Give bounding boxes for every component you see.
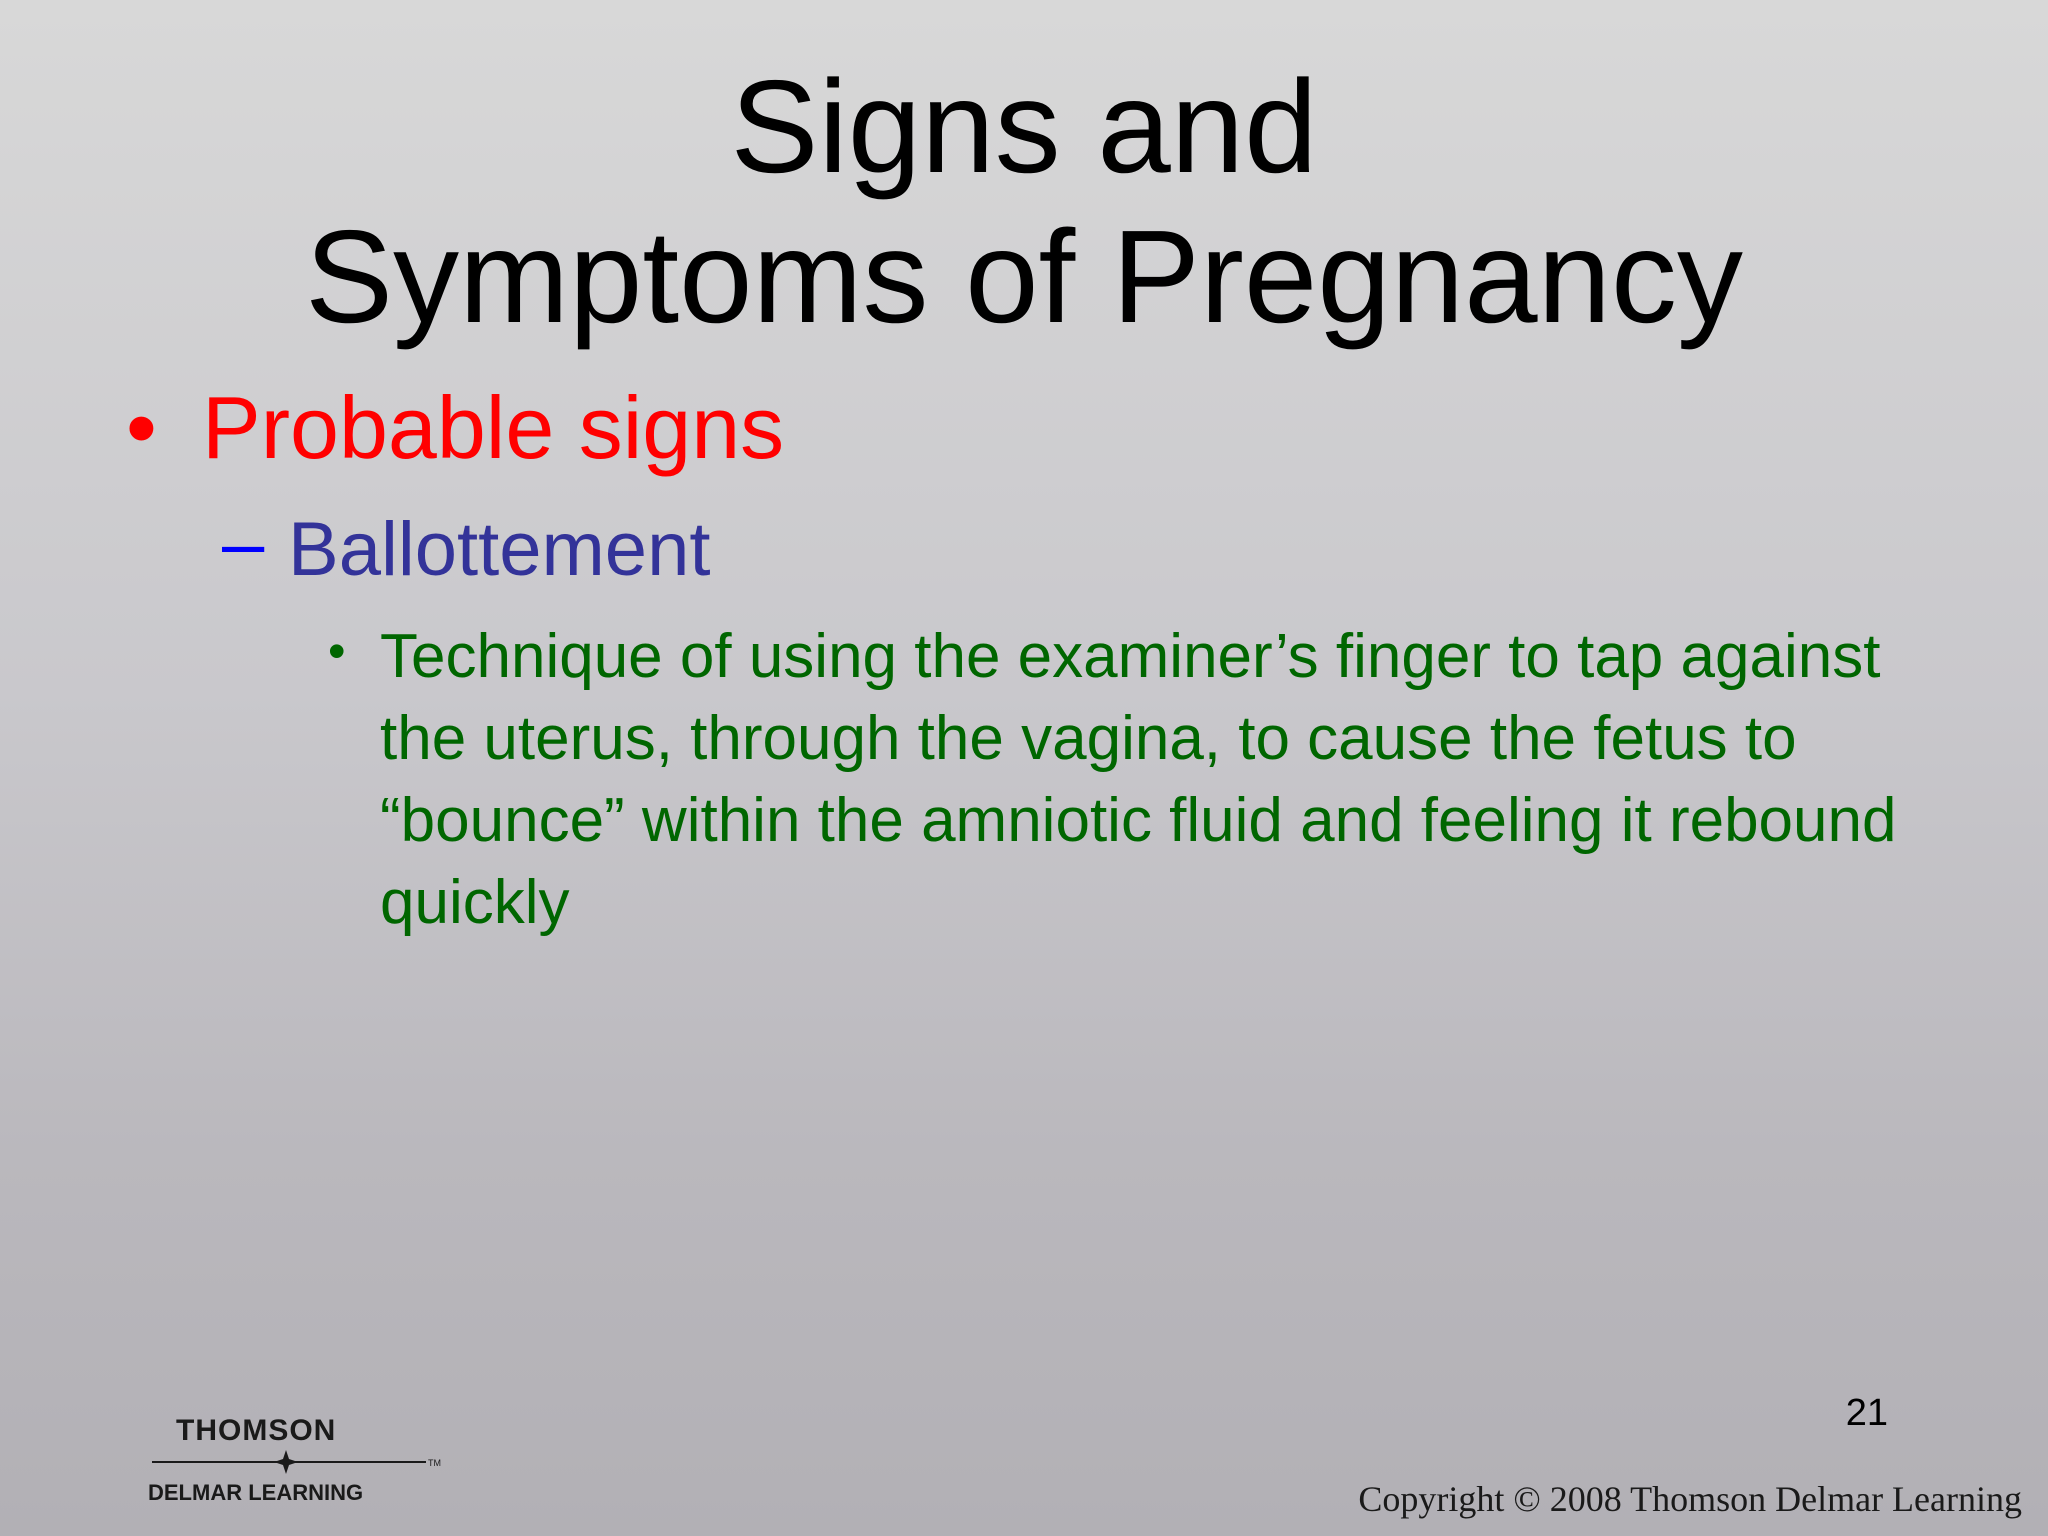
logo-trademark: TM: [428, 1458, 441, 1468]
bullet-icon: •: [126, 378, 157, 477]
slide-title: [0, 52, 2048, 352]
logo-bottom-text: DELMAR LEARNING: [148, 1480, 364, 1505]
thomson-delmar-logo: [146, 1410, 446, 1510]
title-line-1: Signs and: [730, 53, 1318, 200]
dash-icon: –: [222, 501, 265, 586]
title-line-2: Symptoms of Pregnancy: [305, 203, 1743, 350]
copyright-notice: Copyright © 2008 Thomson Delmar Learning: [1358, 1479, 2022, 1519]
sub-bullet-label: Ballottement: [288, 507, 711, 592]
logo-star-rule-icon: [146, 1450, 446, 1476]
page-number: 21: [1845, 1392, 1888, 1434]
bullet-label: Probable signs: [202, 378, 785, 477]
bullet-icon: •: [328, 623, 346, 679]
logo-top-text: THOMSON: [176, 1414, 337, 1447]
detail-text: Technique of using the examiner’s finger to tap against the uterus, through the vagina, to cause the fetus to “bounce” within the amniotic fluid and feeling it rebound quickly: [380, 622, 1897, 937]
